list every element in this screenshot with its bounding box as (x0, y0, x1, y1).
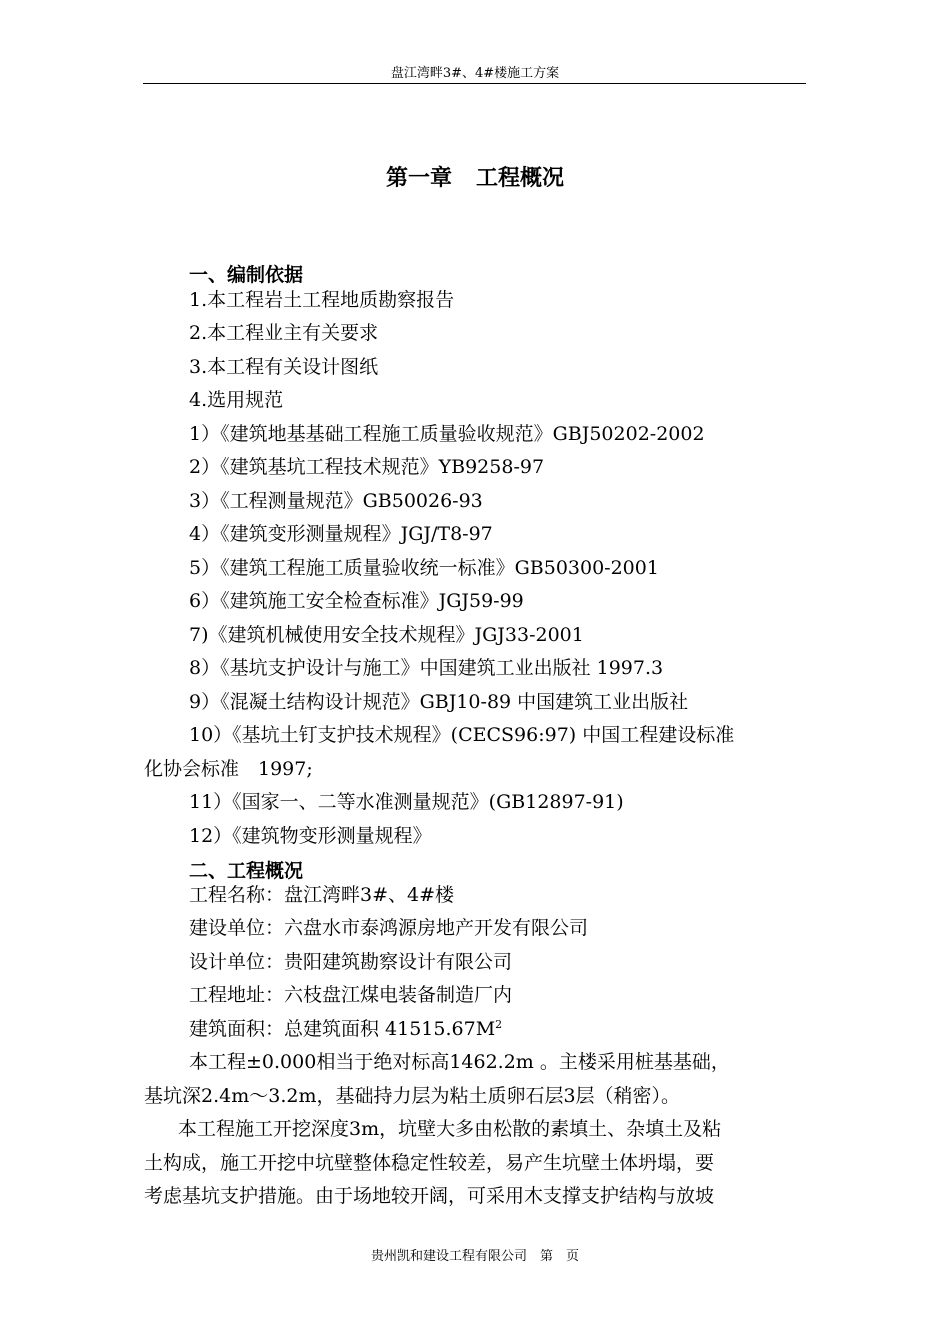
project-address: 工程地址：六枝盘江煤电装备制造厂内 (189, 984, 513, 1006)
paragraph-line: 土构成，施工开挖中坑壁整体稳定性较差，易产生坑壁土体坍塌，要 (144, 1152, 715, 1174)
design-unit: 设计单位：贵阳建筑勘察设计有限公司 (189, 951, 513, 973)
area-unit-superscript: 2 (495, 1018, 503, 1031)
list-item: 11）《国家一、二等水准测量规范》(GB12897-91) (189, 791, 624, 813)
list-item: 6）《建筑施工安全检查标准》JGJ59-99 (189, 590, 524, 612)
project-name: 工程名称：盘江湾畔3#、4#楼 (189, 884, 455, 906)
list-item: 5）《建筑工程施工质量验收统一标准》GB50300-2001 (189, 557, 659, 579)
page-footer: 贵州凯和建设工程有限公司 第 页 (370, 1249, 579, 1264)
paragraph-line: 基坑深2.4m～3.2m，基础持力层为粘土质卵石层3层（稍密）。 (144, 1085, 681, 1107)
list-item: 4）《建筑变形测量规程》JGJ/T8-97 (189, 523, 493, 545)
list-item: 4.选用规范 (189, 389, 284, 411)
list-item: 8）《基坑支护设计与施工》中国建筑工业出版社 1997.3 (189, 657, 664, 679)
list-item: 7)《建筑机械使用安全技术规程》JGJ33-2001 (189, 624, 584, 646)
chapter-title (0, 162, 950, 194)
list-item: 1）《建筑地基基础工程施工质量验收规范》GBJ50202-2002 (189, 423, 705, 445)
paragraph-line: 本工程施工开挖深度3m，坑壁大多由松散的素填土、杂填土及粘 (178, 1118, 722, 1140)
building-area-text: 建筑面积：总建筑面积 41515.67M (189, 1018, 496, 1040)
list-item-continuation: 化协会标准 1997; (144, 758, 313, 780)
list-item: 10）《基坑土钉支护技术规程》(CECS96:97) 中国工程建设标准 (189, 724, 735, 746)
chapter-name: 工程概况 (476, 165, 565, 191)
chapter-number: 第一章 (385, 165, 452, 191)
header-divider (143, 83, 806, 84)
building-area (189, 1016, 502, 1042)
list-item: 2.本工程业主有关要求 (189, 322, 379, 344)
client-unit: 建设单位：六盘水市泰鸿源房地产开发有限公司 (189, 917, 589, 939)
list-item: 3.本工程有关设计图纸 (189, 356, 379, 378)
section-heading-overview: 二、工程概况 (189, 860, 304, 882)
paragraph-line: 本工程±0.000相当于绝对标高1462.2m 。主楼采用桩基基础， (189, 1051, 730, 1073)
page-header-title: 盘江湾畔3#、4#楼施工方案 (390, 66, 560, 81)
list-item: 2）《建筑基坑工程技术规范》YB9258-97 (189, 456, 545, 478)
section-heading-basis: 一、编制依据 (189, 264, 304, 286)
list-item: 9）《混凝土结构设计规范》GBJ10-89 中国建筑工业出版社 (189, 691, 689, 713)
list-item: 1.本工程岩土工程地质勘察报告 (189, 289, 455, 311)
list-item: 12）《建筑物变形测量规程》 (189, 825, 432, 847)
paragraph-line: 考虑基坑支护措施。由于场地较开阔，可采用木支撑支护结构与放坡 (144, 1185, 715, 1207)
list-item: 3）《工程测量规范》GB50026-93 (189, 490, 483, 512)
